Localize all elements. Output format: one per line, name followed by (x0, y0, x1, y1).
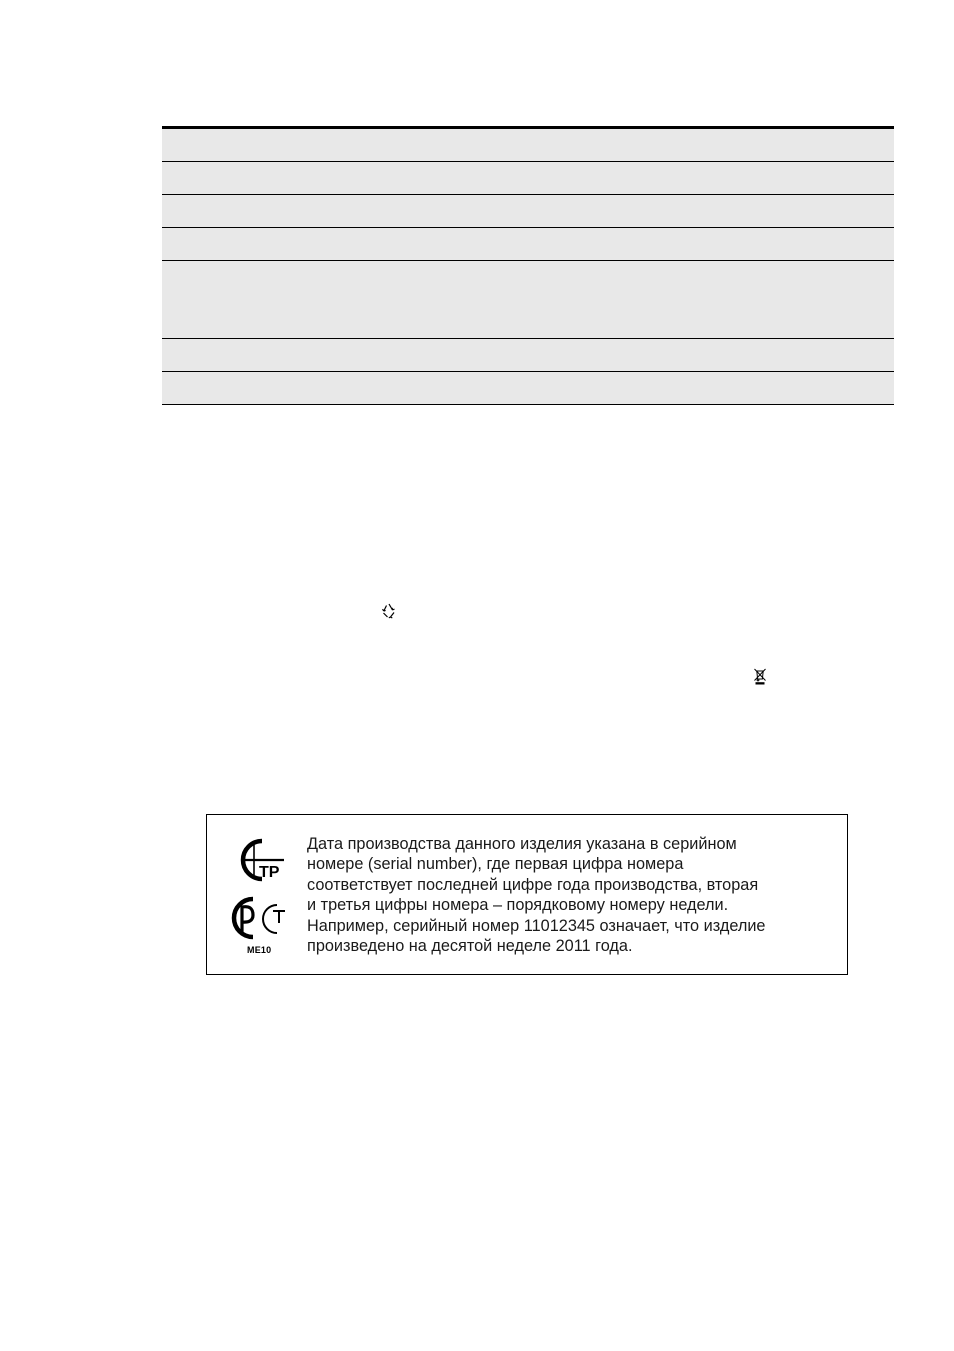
text-line: Дата производства данного изделия указана в серийном (307, 835, 737, 853)
table-row (162, 128, 894, 162)
spec-table (162, 126, 894, 405)
gost-tr-logo-icon (229, 835, 289, 885)
serial-number-explanation (307, 834, 837, 956)
table-row (162, 261, 894, 339)
table-row (162, 162, 894, 195)
text-line: и третья цифры номера – порядковому номеру недели. (307, 896, 729, 915)
table-row (162, 228, 894, 261)
pct-logo-icon (229, 893, 289, 943)
text-line: произведено на десятой неделе 2011 года. (307, 937, 633, 956)
text-line: Например, серийный номер 11012345 означает, что изделие (307, 916, 766, 935)
table-row (162, 339, 894, 372)
table-cell (162, 228, 894, 261)
certification-code: ME10 (247, 945, 272, 955)
text-line: номере (serial number), где первая цифра номера (307, 855, 684, 874)
table-cell (162, 261, 894, 339)
table-cell (162, 128, 894, 162)
certification-box (206, 814, 848, 975)
table-cell (162, 162, 894, 195)
table-row (162, 372, 894, 405)
certification-logos (229, 835, 293, 965)
table-row (162, 195, 894, 228)
table-cell (162, 339, 894, 372)
text-line: соответствует последней цифре года производства, вторая (307, 875, 759, 894)
table-cell (162, 372, 894, 405)
recycle-icon (380, 602, 398, 620)
table-cell (162, 195, 894, 228)
crossed-bin-icon (753, 667, 767, 685)
svg-text:ТР: ТР (259, 864, 280, 881)
